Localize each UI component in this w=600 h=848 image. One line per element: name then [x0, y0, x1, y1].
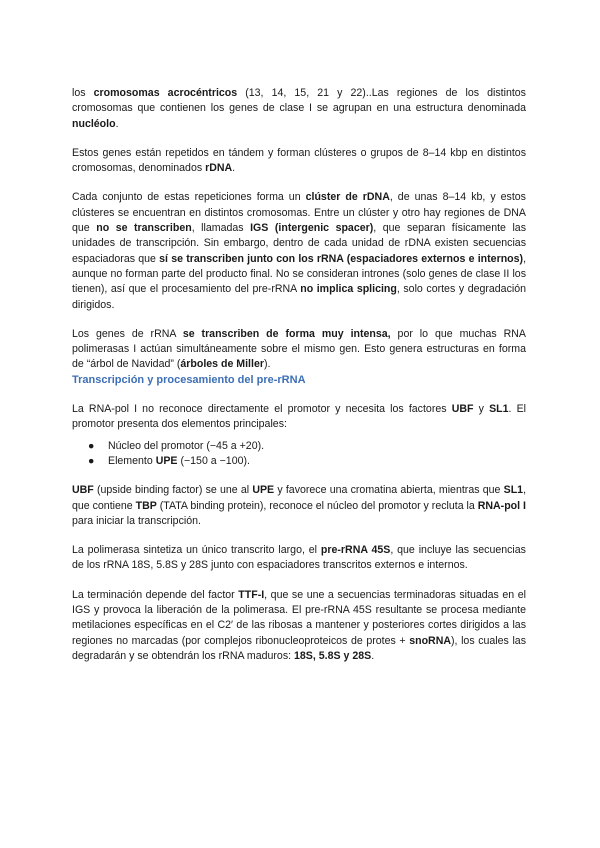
intro-section	[72, 86, 526, 373]
text-run: para iniciar la transcripción.	[72, 514, 201, 527]
bullet-item	[72, 439, 526, 454]
text-run: , que se une a secuencias terminadoras situadas en el IGS y provoca la liberación de la polimerasa. El pre-rRNA 45S resultante se procesa mediante metilaciones específicas en el C2′ de las ribosas a mantener y posteriores cortes dirigidos a las regiones no marcadas (por complejos ribonucleoproteicos de protes +	[72, 588, 526, 647]
text-run: La terminación depende del factor	[72, 588, 239, 601]
bold-text: RNA-pol I	[477, 499, 526, 512]
text-run: (upside binding factor) se une al	[93, 484, 253, 497]
section-heading: Transcripción y procesamiento del pre-rRNA	[72, 373, 306, 386]
text-run: por lo que muchas RNA polimerasas I actúan simultáneamente sobre el mismo gen. Esto genera estructuras en forma de “árbol de Navidad” (	[72, 327, 527, 371]
text-run: Cada conjunto de estas repeticiones forma un	[72, 191, 306, 204]
bold-text: sí se transcriben junto con los rRNA (espaciadores externos e internos)	[159, 252, 524, 265]
promoter-section	[72, 402, 526, 433]
text-run: ), los cuales las degradarán y se obtendrán los rRNA maduros:	[72, 634, 526, 662]
paragraph	[72, 146, 526, 177]
bold-text: UPE	[155, 454, 178, 467]
text-run: Núcleo del promotor (−45 a +20).	[108, 439, 265, 452]
bold-text: IGS (intergenic spacer)	[250, 222, 374, 235]
bold-text: rDNA	[205, 162, 233, 175]
bold-text: SL1	[503, 484, 524, 497]
bullet-dot-icon: ●	[88, 439, 95, 452]
text-run: .	[371, 649, 375, 662]
bold-text: UPE	[252, 484, 275, 497]
text-run: , de unas 8–14 kb, y estos clústeres se encuentran en distintos cromosomas. Entre un clúster y otro hay regiones de DNA que	[72, 191, 526, 235]
processing-section	[72, 483, 526, 664]
bold-text: nucléolo	[72, 117, 116, 130]
text-run: (−150 a −100).	[177, 454, 250, 467]
text-run: .	[115, 117, 119, 130]
bold-text: snoRNA	[409, 634, 451, 647]
text-run: (13, 14, 15, 21 y 22)..Las regiones de los distintos cromosomas que contienen los genes de clase I se agrupan en una estructura denominada	[72, 87, 526, 115]
text-run: y favorece una cromatina abierta, mientras que	[274, 484, 504, 497]
paragraph	[72, 483, 526, 529]
text-run: , que separan físicamente las unidades de transcripción. Sin embargo, dentro de cada unidad de rDNA existen secuencias espaciadoras que	[72, 222, 526, 265]
text-run: , llamadas	[191, 222, 251, 235]
text-run: Estos genes están repetidos en tándem y forman clústeres o grupos de 8–14 kbp en distintos cromosomas, denominados	[72, 146, 526, 175]
text-run: Elemento	[108, 454, 156, 467]
text-run: y	[473, 403, 490, 416]
text-run: La polimerasa sintetiza un único transcrito largo, el	[72, 544, 321, 557]
bold-text: UBF	[451, 403, 474, 416]
text-run: .	[232, 162, 236, 175]
paragraph	[72, 588, 526, 664]
paragraph	[72, 327, 526, 373]
paragraph	[72, 86, 526, 132]
text-run: , aunque no forman parte del producto final. No se consideran intrones (solo genes de clase II los tienen), así que el procesamiento del pre-rRNA	[72, 252, 527, 296]
bold-text: TTF-I	[238, 588, 265, 601]
document-body	[72, 86, 526, 664]
text-run: los	[72, 87, 94, 99]
bold-text: SL1	[489, 403, 509, 416]
text-run: La RNA-pol I no reconoce directamente el promotor y necesita los factores	[72, 403, 452, 416]
text-run: (TATA binding protein), reconoce el núcleo del promotor y recluta la	[156, 499, 478, 512]
paragraph	[72, 543, 526, 574]
bold-text: clúster de rDNA	[305, 191, 390, 204]
bold-text: se transcriben de forma muy intensa,	[182, 327, 391, 340]
text-run: , que incluye las secuencias de los rRNA 18S, 5.8S y 28S junto con espaciadores transcritos externos e internos.	[72, 544, 526, 572]
text-run: . El promotor presenta dos elementos principales:	[72, 403, 527, 431]
bold-text: árboles de Miller	[180, 358, 264, 371]
bold-text: pre-rRNA 45S	[320, 544, 391, 557]
bold-text: no implica splicing	[300, 283, 397, 296]
paragraph	[72, 190, 526, 312]
text-run: Los genes de rRNA	[72, 327, 183, 340]
bold-text: 18S, 5.8S y 28S	[294, 649, 372, 662]
bullet-item	[72, 454, 526, 469]
bold-text: UBF	[72, 484, 94, 497]
promoter-elements-list	[72, 439, 526, 470]
bold-text: TBP	[135, 499, 157, 512]
paragraph	[72, 402, 526, 433]
bullet-dot-icon: ●	[88, 454, 95, 467]
bold-text: no se transcriben	[96, 222, 192, 235]
text-run: , que contiene	[72, 484, 527, 512]
text-run: , solo cortes y degradación dirigidos.	[72, 283, 527, 311]
bold-text: cromosomas acrocéntricos	[93, 87, 238, 99]
text-run: ).	[263, 358, 271, 371]
